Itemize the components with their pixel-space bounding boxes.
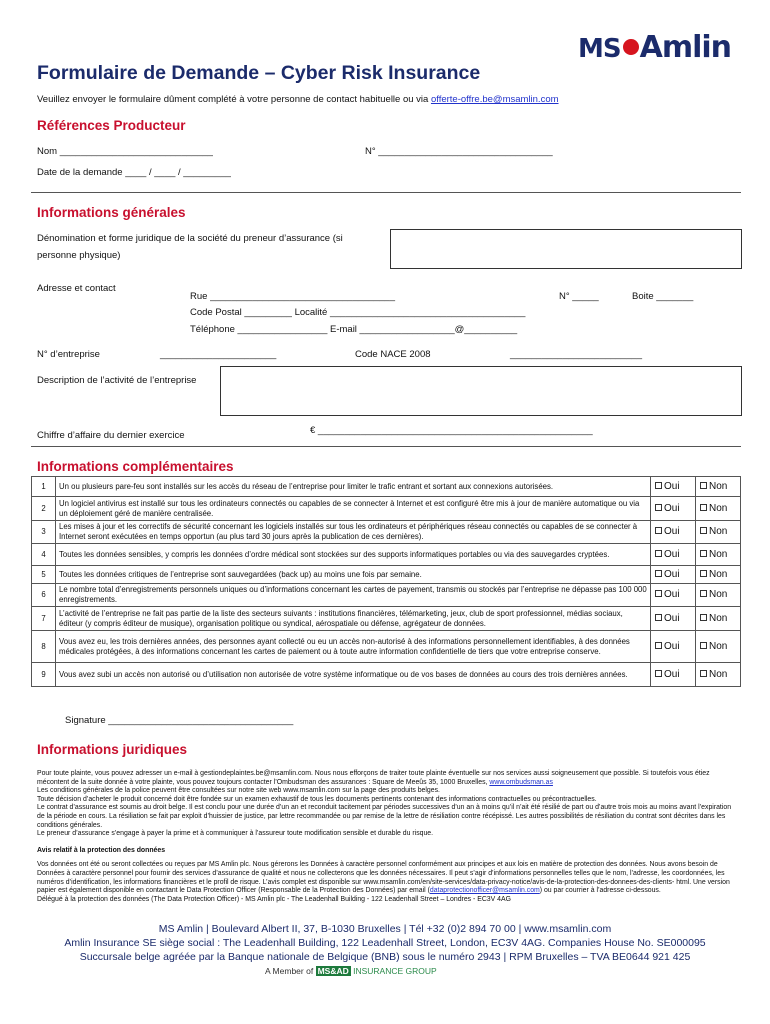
checkbox-non[interactable] [700,590,707,597]
chiffre-label: Chiffre d’affaire du dernier exercice [37,430,185,441]
description-label: Description de l’activité de l’entreprise [37,375,197,386]
checkbox-oui[interactable] [655,482,662,489]
field-numero[interactable]: N° _________________________________ [365,146,553,157]
legal-paragraph: Les conditions générales de la police peuvent être consultées sur notre site web www.msamlin.com sur la page des produits belges. [37,787,440,795]
option-oui[interactable]: Oui [651,544,696,566]
option-non[interactable]: Non [696,497,741,521]
intro-text: Veuillez envoyer le formulaire dûment complété à votre personne de contact habituelle ou via offerte-offre.be@msamlin.com [37,94,559,105]
signature-field[interactable]: Signature ___________________________________ [65,715,294,726]
checkbox-oui[interactable] [655,642,662,649]
field-chiffre[interactable]: € ____________________________________________________ [310,425,593,436]
question-row [32,663,741,687]
checkbox-oui[interactable] [655,614,662,621]
questions-table [31,476,741,687]
option-oui[interactable]: Oui [651,477,696,497]
option-non[interactable]: Non [696,663,741,687]
question-row [32,566,741,584]
question-number: 2 [32,497,56,521]
checkbox-oui[interactable] [655,550,662,557]
footer-line-3: Succursale belge agréée par la Banque nationale de Belgique (BNB) sous le numéro 2943 | RPM Bruxelles – TVA BE0644 921 425 [79,951,691,963]
logo-swoosh-icon [623,39,639,55]
checkbox-non[interactable] [700,614,707,621]
question-row [32,544,741,566]
question-number: 1 [32,477,56,497]
question-text: Les mises à jour et les correctifs de sécurité concernant les logiciels installés sur tous les ordinateurs et périphériques réseau connectés ou capables de se connecter à Internet seront exécutées en temps opportun (au plus tard 30 jours après la publication de ces dernières). [56,521,651,544]
dpo-address: Délégué à la protection des données (The Data Protection Officer) - MS Amlin plc - The Leadenhall Building - 122 Leadenhall Street – Londres - EC3V 4AG [37,895,511,903]
checkbox-oui[interactable] [655,504,662,511]
legal-paragraph: Le contrat d’assurance est soumis au droit belge. Il est conclu pour une durée d’un an et reconduit tacitement par périodes successives d’un an à moins qu’il n’ait été résilié de part ou d’autre trois mois au moins avant l’expiration de la période en cours. La résiliation se fait par exploit d’huissier de justice, par lettre recommandée ou par remise de la lettre de résiliation contre récépissé. Les autres possibilités de résiliation du contrat sont décrites dans les conditions générales. [37,804,732,829]
question-number: 8 [32,631,56,663]
question-number: 6 [32,584,56,607]
question-text: Vous avez subi un accès non autorisé ou d’utilisation non autorisée de votre système informatique ou de vos bases de données au cours des trois dernières années. [56,663,651,687]
question-row [32,584,741,607]
checkbox-oui[interactable] [655,670,662,677]
field-boite[interactable]: Boite _______ [632,291,694,302]
question-row [32,521,741,544]
checkbox-oui[interactable] [655,570,662,577]
legal-paragraph: Le preneur d’assurance s’engage à payer la prime et à communiquer à l’assureur toute modification sensible et durable du risque. [37,830,434,838]
option-non[interactable]: Non [696,607,741,631]
checkbox-non[interactable] [700,550,707,557]
field-telephone-email[interactable]: Téléphone _________________ E-mail __________________@__________ [190,324,518,335]
data-protection-paragraph: Vos données ont été ou seront collectées ou reçues par MS Amlin plc. Nous gérerons les Données à caractère personnel conformément aux principes et aux lois en matière de protection des données. Nous avons besoin de Données à caractère personnel pour fournir des services d’assurance de qualité et nous ne collecterons que les données nécessaires. Il peut s’agir d’informations personnelles telles que le nom, l’adresse, les coordonnées, les numéros d’identification, les informations financières et le profil de risque. L’avis complet est disponible sur www.msamlin.com/en/site-services/data-privacy-notice/avis-de-la-protection-des-donnees-des-clients- html. Une version papier est également disponible en contactant le Data Protection Officer (Responsable de la Protection des Données) par email (dataprotectionofficer@msamlin.com) ou par courrier à l’adresse ci-dessous. [37,861,730,895]
option-oui[interactable]: Oui [651,521,696,544]
option-oui[interactable]: Oui [651,663,696,687]
question-number: 3 [32,521,56,544]
checkbox-non[interactable] [700,570,707,577]
question-text: Le nombre total d’enregistrements personnels uniques ou d’informations concernant les cartes de payement, transmis ou stockés par l’entreprise ne dépasse pas 100 000 enregistrements. [56,584,651,607]
contact-email-link[interactable]: offerte-offre.be@msamlin.com [430,94,559,105]
question-row [32,477,741,497]
option-non[interactable]: Non [696,566,741,584]
denomination-label-cont: personne physique) [37,250,121,261]
question-row [32,631,741,663]
ombudsman-link[interactable]: www.ombudsman.as [489,778,553,786]
dpo-email-link[interactable]: dataprotectionofficer@msamlin.com [429,887,540,895]
question-number: 7 [32,607,56,631]
msad-member-badge: A Member of MS&AD INSURANCE GROUP [265,966,437,976]
entreprise-label: N° d’entreprise [37,349,100,360]
option-oui[interactable]: Oui [651,497,696,521]
checkbox-non[interactable] [700,482,707,489]
footer-line-2: Amlin Insurance SE siège social : The Leadenhall Building, 122 Leadenhall Street, London, EC3V 4AG. Companies House No. SE000095 [64,937,706,949]
question-text: Toutes les données critiques de l’entreprise sont sauvegardées (back up) au moins une fois par semaine. [56,566,651,584]
msad-logo: MS&AD [317,966,349,976]
field-entreprise[interactable]: ______________________ [160,349,277,360]
option-non[interactable]: Non [696,521,741,544]
denomination-input[interactable] [390,229,742,269]
field-nace[interactable]: _________________________ [510,349,643,360]
question-text: Un logiciel antivirus est installé sur tous les ordinateurs connectés ou capables de se connecter à Internet et est configuré être mis à jour de manière automatique ou via un déploiement géré de manière centralisée. [56,497,651,521]
description-input[interactable] [220,366,742,416]
field-code-postal[interactable]: Code Postal _________ Localité _____________________________________ [190,307,526,318]
question-row [32,607,741,631]
complaint-paragraph: Pour toute plainte, vous pouvez adresser un e-mail à gestiondeplaintes.be@msamlin.com. Nous nous efforçons de traiter toute plainte éventuelle sur nos services aussi soigneusement que possible. Si toutefois vous étiez mécontent de la suite donnée à votre plainte, vous pouvez toujours contacter l’Ombudsman des assurances : Square de Meeûs 35, 1000 Bruxelles, www.ombudsman.as [37,770,710,786]
section-heading-legal: Informations juridiques [37,742,188,757]
question-text: Vous avez eu, les trois dernières années, des personnes ayant collecté ou eu un accès non-autorisé à des informations personnellement identifiables, à des données médicales protégées, à des informations concernant les cartes de paiement ou à toute autre information confidentielle de tiers que votre entreprise conserve. [56,631,651,663]
footer-line-1: MS Amlin | Boulevard Albert II, 37, B-1030 Bruxelles | Tél +32 (0)2 894 70 00 | www.msamlin.com [158,923,612,935]
legal-text [37,770,739,904]
page-title: Formulaire de Demande – Cyber Risk Insurance [37,62,481,84]
divider [31,446,741,447]
option-non[interactable]: Non [696,631,741,663]
question-text: L’activité de l’entreprise ne fait pas partie de la liste des secteurs suivants : institutions financières, télémarketing, jeux, club de sport professionnel, médias sociaux, éditeur (y compris éditeur de musique), organisation politique ou syndical, aérospatiale ou défense, agrégateur de données. [56,607,651,631]
data-protection-heading: Avis relatif à la protection des données [37,846,166,854]
question-number: 5 [32,566,56,584]
section-heading-complementary: Informations complémentaires [37,459,234,474]
option-oui[interactable]: Oui [651,631,696,663]
field-nom[interactable]: Nom _____________________________ [37,146,213,157]
question-text: Toutes les données sensibles, y compris les données d’ordre médical sont stockées sur des supports informatiques portables ou via des sauvegardes cryptées. [56,544,651,566]
option-non[interactable]: Non [696,584,741,607]
divider [31,192,741,193]
checkbox-oui[interactable] [655,527,662,534]
question-row [32,497,741,521]
option-non[interactable]: Non [696,477,741,497]
question-text: Un ou plusieurs pare-feu sont installés sur les accès du réseau de l’entreprise pour limiter le trafic entrant et sortant aux connexions autorisées. [56,477,651,497]
checkbox-non[interactable] [700,670,707,677]
option-oui[interactable]: Oui [651,607,696,631]
checkbox-non[interactable] [700,527,707,534]
checkbox-non[interactable] [700,642,707,649]
field-date[interactable]: Date de la demande ____ / ____ / _________ [37,167,231,178]
option-oui[interactable]: Oui [651,566,696,584]
nace-label: Code NACE 2008 [355,349,431,360]
section-heading-general: Informations générales [37,205,186,220]
question-number: 4 [32,544,56,566]
address-label: Adresse et contact [37,283,116,294]
legal-paragraph: Toute décision d’acheter le produit concerné doit être fondée sur un examen exhaustif de tous les documents pertinents contenant des informations contractuelles ou précontractuelles. [37,795,597,803]
field-rue-numero[interactable]: N° _____ [559,291,599,302]
option-non[interactable]: Non [696,544,741,566]
checkbox-oui[interactable] [655,590,662,597]
denomination-label: Dénomination et forme juridique de la société du preneur d’assurance (si [37,233,343,244]
question-number: 9 [32,663,56,687]
field-rue[interactable]: Rue ___________________________________ [190,291,395,302]
checkbox-non[interactable] [700,504,707,511]
option-oui[interactable]: Oui [651,584,696,607]
section-heading-references: Références Producteur [37,118,186,133]
ms-amlin-logo: MS Amlin [578,30,732,65]
